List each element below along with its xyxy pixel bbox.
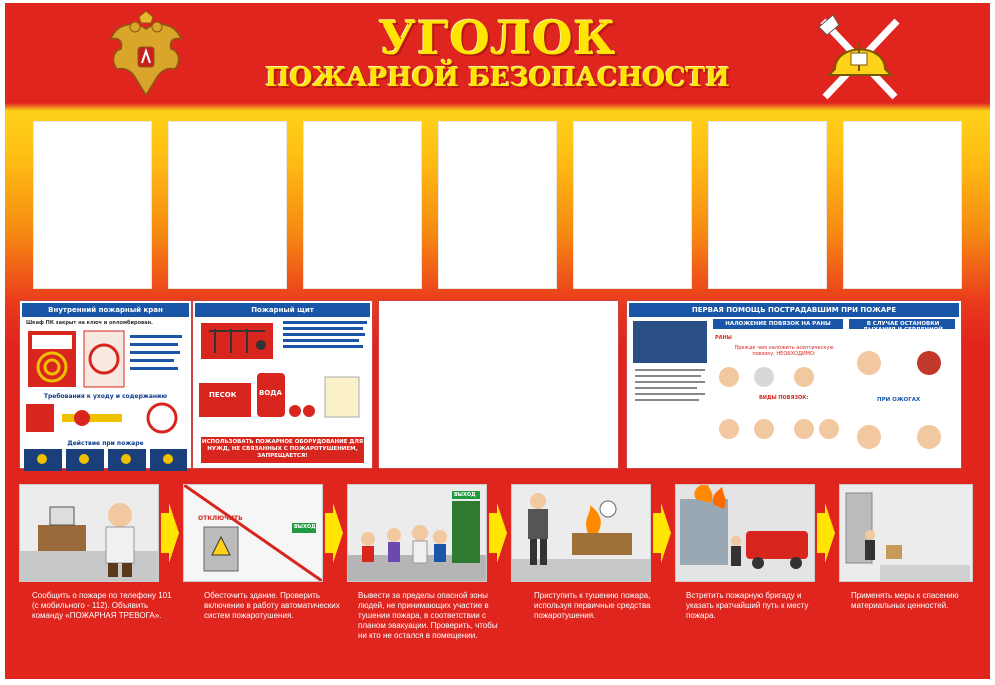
bandage-types-label: ВИДЫ ПОВЯЗОК: (759, 395, 809, 401)
exit-sign: ВЫХОД (294, 524, 316, 530)
bandage-section-title: НАЛОЖЕНИЕ ПОВЯЗОК НА РАНЫ (725, 321, 831, 327)
step-3-caption: Вывести за пределы опасной зоны людей, не принимающих участие в тушении пожара, в соответствии с планом эвакуации. Проверить, чтобы ни кто не остался в помещении. (358, 591, 498, 640)
hydrant-panel (20, 301, 191, 468)
step-1-caption: Сообщить о пожаре по телефону 101 (с мобильного - 112). Объявить команду «ПОЖАРНАЯ ТРЕВОГА». (32, 591, 172, 620)
step-6-caption: Применять меры к спасению материальных ценностей. (851, 591, 959, 610)
fire-shield-illustration (195, 317, 370, 429)
bandage-prereq-text: Прежде чем наложить асептическую повязку, НЕОБХОДИМО: (734, 345, 834, 357)
calling-fire-service-illustration (20, 485, 158, 581)
step-arrow (653, 503, 671, 563)
step-3-scene (347, 484, 487, 582)
fire-shield-panel-title: Пожарный щит (195, 303, 370, 317)
fire-shield-panel (193, 301, 372, 468)
fire-shield-warning: ИСПОЛЬЗОВАТЬ ПОЖАРНОЕ ОБОРУДОВАНИЕ ДЛЯ НУЖД, НЕ СВЯЗАННЫХ С ПОЖАРОТУШЕНИЕМ, ЗАПРЕЩАЕТСЯ! (201, 437, 364, 463)
step-arrow (489, 503, 507, 563)
board-subtitle: ПОЖАРНОЙ БЕЗОПАСНОСТИ (265, 63, 730, 93)
first-aid-panel (627, 301, 961, 468)
burns-section-title: ПРИ ОЖОГАХ (877, 397, 921, 403)
water-barrel-label: ВОДА (259, 389, 282, 397)
first-aid-panel-title: ПЕРВАЯ ПОМОЩЬ ПОСТРАДАВШИМ ПРИ ПОЖАРЕ (629, 303, 959, 317)
fire-safety-board (5, 3, 990, 679)
step-arrow (817, 503, 835, 563)
hydrant-cabinet-illustration (22, 329, 189, 389)
step-5-scene (675, 484, 815, 582)
step-1-scene (19, 484, 159, 582)
first-aid-illustration (629, 317, 959, 464)
hydrant-action-steps (22, 447, 189, 473)
exit-sign: ВЫХОД (454, 492, 476, 498)
document-pocket[interactable] (843, 121, 962, 289)
hydrant-panel-text: Шкаф ПК закрыт на ключ и опломбирован. (26, 320, 153, 326)
hydrant-valve-illustration (22, 400, 189, 436)
blank-poster-slot[interactable] (379, 301, 618, 468)
cpr-section-title: В СЛУЧАЕ ОСТАНОВКИ ДЫХАНИЯ И СЕРДЕЧНОЙ ДЕЯТЕЛЬНОСТИ (863, 321, 943, 339)
step-6-scene (839, 484, 973, 582)
step-5-caption: Встретить пожарную бригаду и указать кратчайший путь к месту пожара. (686, 591, 809, 620)
step-arrow (161, 503, 179, 563)
document-pocket[interactable] (168, 121, 287, 289)
firefighter-helmet-emblem (815, 13, 905, 105)
document-pocket[interactable] (573, 121, 692, 289)
document-pocket[interactable] (708, 121, 827, 289)
step-2-scene (183, 484, 323, 582)
step-4-scene (511, 484, 651, 582)
power-off-sign: ОТКЛЮЧИТЬ (198, 515, 243, 522)
power-off-illustration (184, 485, 322, 581)
saving-property-illustration (840, 485, 972, 581)
board-title: УГОЛОК (378, 11, 617, 65)
document-pocket[interactable] (438, 121, 557, 289)
document-pocket[interactable] (303, 121, 422, 289)
sand-box-label: ПЕСОК (209, 391, 237, 399)
wounds-label: РАНЫ (715, 335, 732, 341)
fire-brigade-illustration (676, 485, 814, 581)
hydrant-panel-title: Внутренний пожарный кран (22, 303, 189, 317)
extinguishing-illustration (512, 485, 650, 581)
step-arrow (325, 503, 343, 563)
hydrant-action-title: Действие при пожаре (67, 440, 144, 447)
document-pocket[interactable] (33, 121, 152, 289)
step-2-caption: Обесточить здание. Проверить включение в работу автоматических систем пожаротушения. (204, 591, 340, 620)
step-4-caption: Приступить к тушению пожара, используя первичные средства пожаротушения. (534, 591, 651, 620)
evacuation-illustration (348, 485, 486, 581)
hydrant-care-title: Требования к уходу и содержанию (43, 393, 168, 400)
